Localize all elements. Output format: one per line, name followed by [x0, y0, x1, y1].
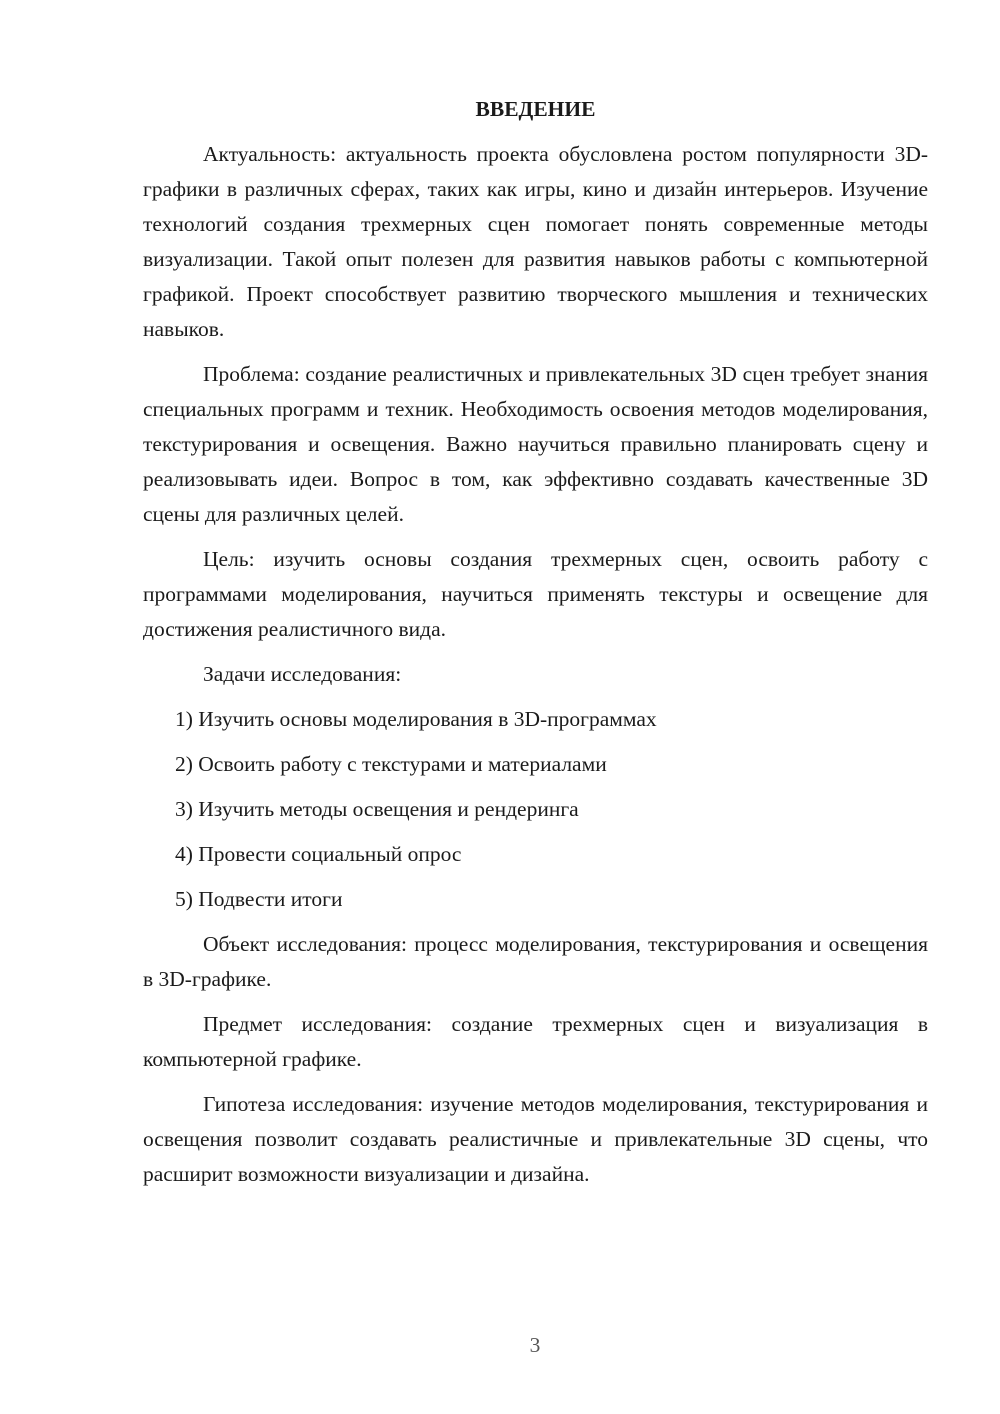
paragraph-hypothesis: Гипотеза исследования: изучение методов моделирования, текстурирования и освещения позволит создавать реалистичные и привлекательные 3D сцены, что расширит возможности визуализации и дизайна. [143, 1092, 928, 1186]
paragraph-object: Объект исследования: процесс моделирования, текстурирования и освещения в 3D-графике. [143, 932, 928, 991]
page-number: 3 [529, 1333, 541, 1357]
paragraph-relevance: Актуальность: актуальность проекта обусловлена ростом популярности 3D-графики в различных сферах, таких как игры, кино и дизайн интерьеров. Изучение технологий создания трехмерных сцен помогает понять современные методы визуализации. Такой опыт полезен для развития навыков работы с компьютерной графикой. Проект способствует развитию творческого мышления и технических навыков. [143, 142, 928, 341]
list-item: 5) Подвести итоги [175, 887, 343, 911]
paragraph-goal: Цель: изучить основы создания трехмерных сцен, освоить работу с программами моделирования, научиться применять текстуры и освещение для достижения реалистичного вида. [143, 547, 928, 641]
tasks-list [143, 702, 928, 917]
paragraph-subject: Предмет исследования: создание трехмерных сцен и визуализация в компьютерной графике. [143, 1012, 928, 1071]
section-title: ВВЕДЕНИЕ [475, 97, 596, 121]
list-item: 2) Освоить работу с текстурами и материалами [175, 752, 607, 776]
paragraph-problem: Проблема: создание реалистичных и привлекательных 3D сцен требует знания специальных программ и техник. Необходимость освоения методов моделирования, текстурирования и освещения. Важно научиться правильно планировать сцену и реализовывать идеи. Вопрос в том, как эффективно создавать качественные 3D сцены для различных целей. [143, 362, 928, 526]
tasks-label: Задачи исследования: [203, 662, 402, 686]
list-item: 4) Провести социальный опрос [175, 842, 462, 866]
list-item: 1) Изучить основы моделирования в 3D-программах [175, 707, 657, 731]
document-page [143, 92, 928, 1202]
list-item: 3) Изучить методы освещения и рендеринга [175, 797, 579, 821]
